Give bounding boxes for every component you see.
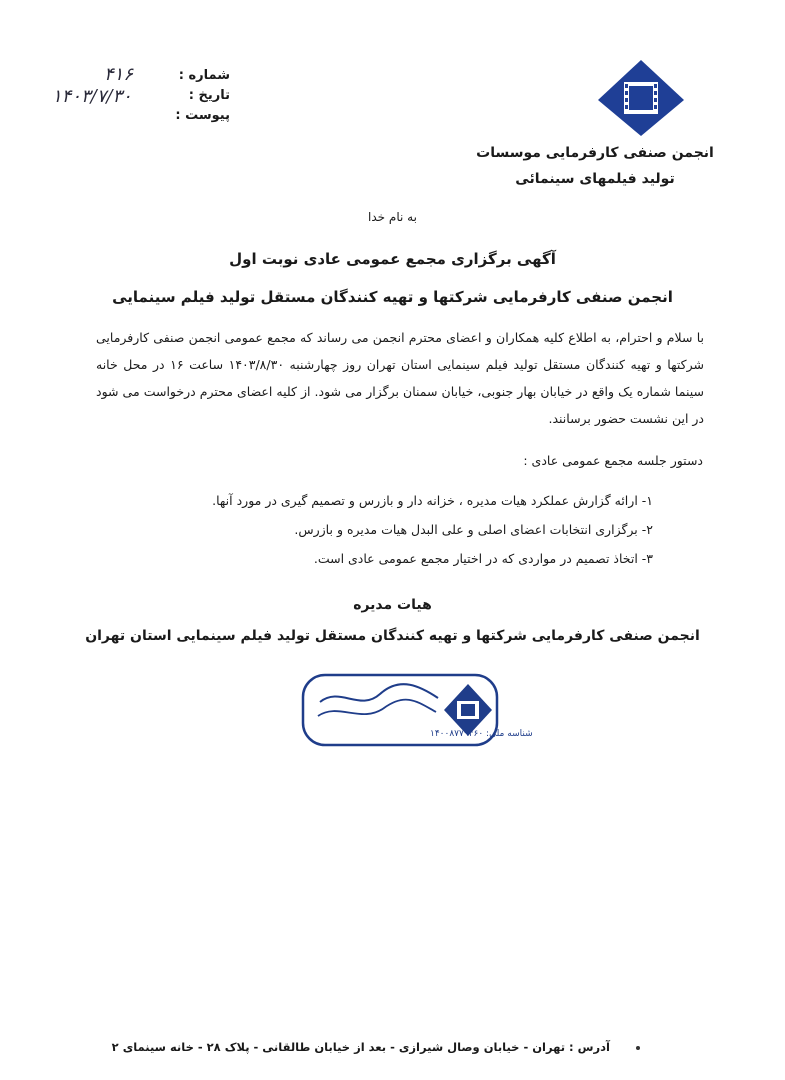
body-paragraph: با سلام و احترام، به اطلاع کلیه همکاران و اعضای محترم انجمن می رساند که مجمع عمومی انجمن صنفی کارفرمایی شرکتها و تهیه کنندگان مستقل تولید فیلم سینمایی استان تهران روز چهارشنبه ۱۴۰۳/۸/۳۰ ساعت ۱۶ در محل خانه سینما شماره یک واقع در خیابان بهار جنوبی، خیابان سمنان برگزار می شود. از کلیه اعضای محترم درخواست می شود در این نشست حضور برسانند. bbox=[96, 330, 704, 426]
stamp-national-id: شناسه ملی: ۱۴۰۰۸۷۷۹۴۶۰ bbox=[430, 729, 533, 739]
org-name-line2: تولید فیلمهای سینمائی bbox=[515, 171, 675, 187]
letter-meta bbox=[150, 66, 230, 126]
agenda-intro: دستور جلسه مجمع عمومی عادی : bbox=[523, 453, 703, 468]
handwritten-date: ۱۴۰۳/۷/۳۰ bbox=[52, 86, 132, 107]
agenda-list bbox=[93, 486, 653, 573]
film-logo-icon bbox=[596, 58, 686, 138]
footer-address: آدرس : تهران - خیابان وصال شیرازی - بعد از خیابان طالقانی - پلاک ۲۸ - خانه سینمای ۲ bbox=[111, 1040, 610, 1054]
organization-name bbox=[465, 140, 725, 192]
org-name-line1: انجمن صنفی کارفرمایی موسسات bbox=[476, 145, 714, 161]
date-label: تاریخ : bbox=[188, 88, 230, 103]
agenda-item: ۳- اتخاذ تصمیم در مواردی که در اختیار مجمع عمومی عادی است. bbox=[313, 551, 653, 566]
agenda-item: ۱- ارائه گزارش عملکرد هیات مدیره ، خزانه دار و بازرس و تصمیم گیری در مورد آنها. bbox=[212, 493, 653, 508]
signatory-organization: انجمن صنفی کارفرمایی شرکتها و تهیه کنندگان مستقل تولید فیلم سینمایی استان تهران bbox=[85, 628, 700, 644]
attachment-label: پیوست : bbox=[175, 108, 230, 123]
footer-bullet bbox=[636, 1046, 640, 1050]
signatory: هیات مدیره bbox=[353, 597, 432, 613]
official-stamp bbox=[300, 672, 533, 748]
document-title: آگهی برگزاری مجمع عمومی عادی نوبت اول bbox=[229, 250, 556, 268]
document-subtitle: انجمن صنفی کارفرمایی شرکتها و تهیه کنندگان مستقل تولید فیلم سینمایی bbox=[112, 288, 673, 306]
agenda-item: ۲- برگزاری انتخابات اعضای اصلی و علی البدل هیات مدیره و بازرس. bbox=[294, 522, 653, 537]
number-label: شماره : bbox=[178, 68, 230, 83]
bismillah: به نام خدا bbox=[368, 210, 417, 224]
handwritten-number: ۴۱۶ bbox=[104, 64, 134, 85]
